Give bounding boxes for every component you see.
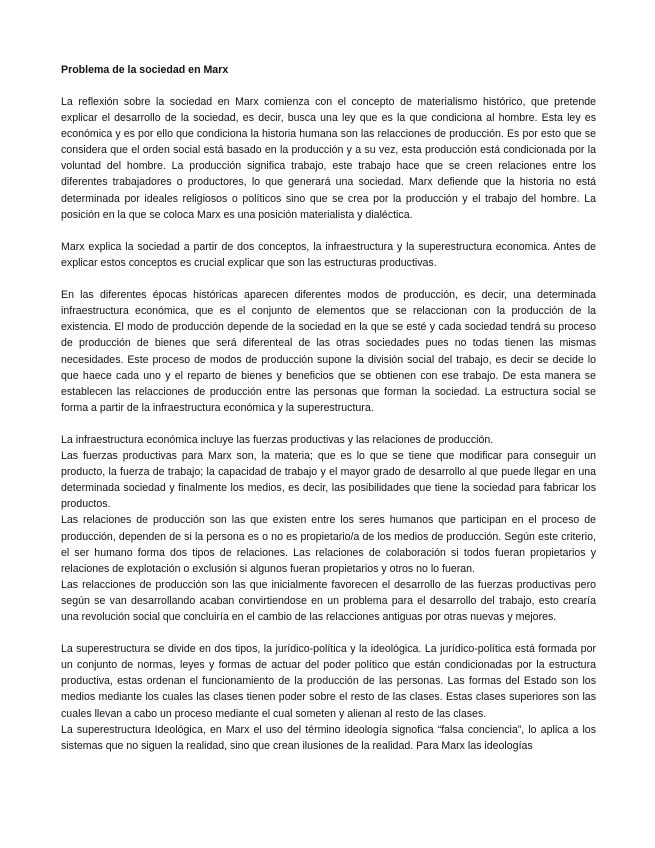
paragraph-materialismo-historico: La reflexión sobre la sociedad en Marx comienza con el concepto de materialismo histórico, que pretende explicar el desarrollo de la sociedad, es decir, busca una ley que es la que condiciona al hombre. Esta ley es económica y es por ello que condiciona la historia humana son las relacciones de producción. Es por esto que se considera que el orden social está basado en la producción y a su vez, esta producción está condicionada por la voluntad del hombre. La producción significa trabajo, este trabajo hace que se creen relaciones entre los diferentes trabajadores o productores, lo que generará una sociedad. Marx defiende que la historia no está determinada por ideales religiosos o políticos sino que se crea por la producción y el trabajo del hombre. La posición en la que se coloca Marx es una posición materialista y dialéctica. xyxy=(61,96,596,221)
paragraph-fuerzas-productivas: Las fuerzas productivas para Marx son, la materia; que es lo que se tiene que modificar para conseguir un producto, la fuerza de trabajo; la capacidad de trabajo y el mayor grado de desarrollo al que puede llegar en una determinada sociedad y finalmente los medios, es decir, las posibilidades que tiene la sociedad para fabricar los productos. xyxy=(61,450,596,511)
document-title: Problema de la sociedad en Marx xyxy=(61,64,229,76)
paragraph-superestructura-ideologica: La superestructura Ideológica, en Marx el uso del término ideología signofica “falsa conciencia”, lo aplica a los sistemas que no siguen la realidad, sino que crean ilusiones de la realidad. Para Marx las ideologías xyxy=(61,723,596,752)
paragraph-revolucion-social: Las relacciones de producción son las que inicialmente favorecen el desarrollo de las fuerzas productivas pero según se van desarrollando acaban convirtiendose en un problema para el desarrollo del trabajo, esto crearía una revolución social que concluiría en el cambio de las relacciones antiguas por otras nuevas y mejores. xyxy=(61,578,596,623)
section-infraestructura xyxy=(61,432,596,625)
document-body xyxy=(61,62,596,770)
paragraph-infraestructura-intro: La infraestructura económica incluye las fuerzas productivas y las relaciones de producción. xyxy=(61,433,494,446)
paragraph-modos-de-produccion: En las diferentes épocas históricas aparecen diferentes modos de producción, es decir, una determinada infraestructura económica, que es el conjunto de elementos que se relaccionan con la producción de la existencia. El modo de producción depende de la sociedad en la que se esté y cada sociedad tendrá su proceso de producción de bienes que será diferenteal de las otras sociedades pues no todas tienen las mismas necesidades. Este proceso de modos de producción supone la división social del trabajo, es decir se decide lo que haece cada uno y el reparto de bienes y beneficios que se obtienen con ese trabajo. De esta manera se establecen las relacciones de producción entre las personas que forman la sociedad. La estructura social se forma a partir de la infraestructura económica y la superestructura. xyxy=(61,289,596,414)
paragraph-relaciones-produccion: Las relaciones de producción son las que existen entre los seres humanos que participan en el proceso de producción, dependen de si la persona es o no es propietario/a de los medios de producción. Según este criterio, el ser humano forma dos tipos de relaciones. Las relaciones de colaboración si todos fueran propietarios y relaciones de explotación o exclusión si algunos fueran propietarios y otros no lo fueran. xyxy=(61,514,596,575)
section-superestructura xyxy=(61,641,596,754)
paragraph-superestructura-juridico-politica: La superestructura se divide en dos tipos, la jurídico-política y la ideológica. La jurídico-política está formada por un conjunto de normas, leyes y formas de actuar del poder político que están condicionadas por la estructura productiva, estas ordenan el funcionamiento de la producción de las personas. Las formas del Estado son los medios mediante los cuales las clases tienen poder sobre el resto de las clases. Estas clases superiores son las cuales llevan a cabo un proceso mediante el cual someten y alienan al resto de las clases. xyxy=(61,643,596,720)
paragraph-infraestructura-superestructura: Marx explica la sociedad a partir de dos conceptos, la infraestructura y la superestructura economica. Antes de explicar estos conceptos es crucial explicar que son las estructuras productivas. xyxy=(61,240,596,269)
